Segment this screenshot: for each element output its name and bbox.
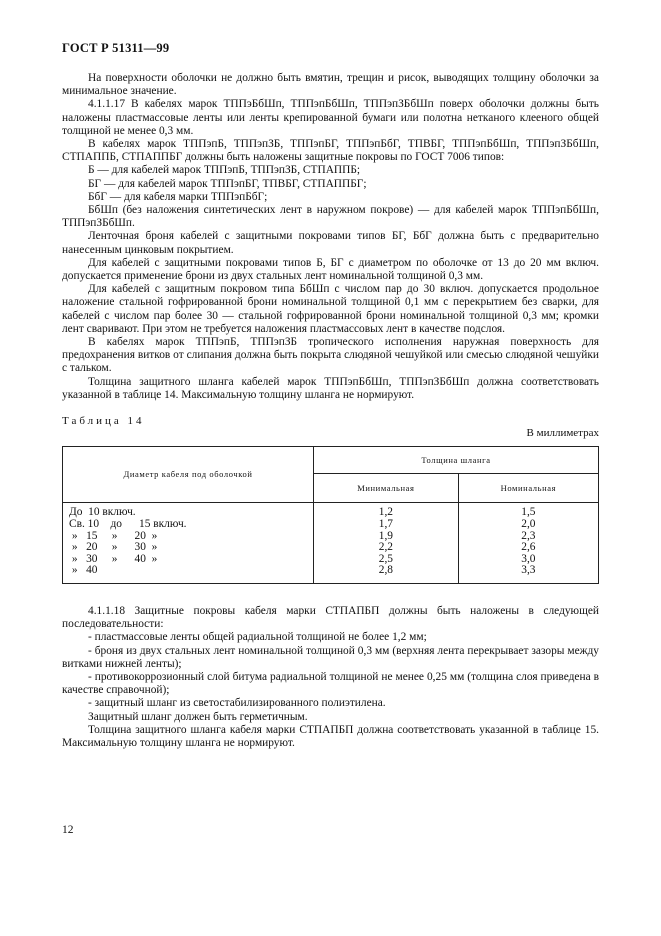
min-value: 2,5 xyxy=(378,552,393,565)
paragraph: В кабелях марок ТППэпБ, ТППэпЗБ тропического исполнения наружная поверхность для предохранения витков от слипания должна быть покрыта слюдяной чешуйкой или смесью слюдяной чешуйки с тальком. xyxy=(62,336,599,375)
list-item: - броня из двух стальных лент номинальной толщиной 0,3 мм (верхняя лента перекрывает зазоры между витками нижней ленты); xyxy=(62,644,599,670)
nom-value: 2,3 xyxy=(521,529,536,542)
list-item: БГ — для кабелей марок ТППэпБГ, ТПВБГ, СТПАППБГ; xyxy=(88,177,367,190)
list-item: - защитный шланг из светостабилизированного полиэтилена. xyxy=(88,697,386,710)
nom-value: 3,0 xyxy=(521,552,536,565)
column-header-diameter: Диаметр кабеля под оболочкой xyxy=(63,447,314,503)
table-units: В миллиметрах xyxy=(526,427,599,440)
min-value: 1,9 xyxy=(378,529,393,542)
list-item: - пластмассовые ленты общей радиальной толщиной не более 1,2 мм; xyxy=(88,631,427,644)
diameter-value: До 10 включ. xyxy=(69,506,136,519)
min-value: 2,2 xyxy=(378,541,393,554)
list-item: БбГ — для кабеля марки ТППэпБбГ; xyxy=(88,190,268,203)
table-14 xyxy=(62,446,599,584)
min-value: 1,2 xyxy=(378,506,393,519)
paragraph: Толщина защитного шланга кабеля марки СТПАПБП должна соответствовать указанной в таблице 15. Максимальную толщину шланга не нормируют. xyxy=(62,723,599,750)
min-value: 1,7 xyxy=(378,518,393,531)
page-number: 12 xyxy=(62,824,74,836)
list-item: - противокоррозионный слой битума радиальной толщиной не менее 0,25 мм (толщина слоя приведена в качестве справочной); xyxy=(62,671,599,697)
nom-value: 1,5 xyxy=(521,506,536,519)
paragraph: Для кабелей с защитными покровами типов Б, БГ с диаметром по оболочке от 13 до 20 мм включ. допускается применение брони из двух стальных лент номинальной толщиной 0,3 мм. xyxy=(62,256,599,283)
paragraph: Для кабелей с защитным покровом типа БбШп с числом пар до 30 включ. допускается продольное наложение стальной гофрированной брони номинальной толщиной 0,1 мм с перекрытием без сварки, для кабелей с числом пар более 30 — стальной гофрированной брони номинальной толщиной 0,3 мм; кромки лент сваривают. При этом не требуется наложения пластмассовых лент в качестве подслоя. xyxy=(62,283,599,335)
paragraph: Ленточная броня кабелей с защитными покровами типов БГ, БбГ должна быть с предварительно нанесенным цинковым покрытием. xyxy=(62,230,599,256)
paragraph: Защитный шланг должен быть герметичным. xyxy=(88,710,308,723)
diameter-value: » 15 » 20 » xyxy=(69,529,158,542)
column-header-nom: Номинальная xyxy=(458,474,598,503)
table-caption: Таблица 14 xyxy=(62,415,145,428)
nom-value: 2,0 xyxy=(521,518,536,531)
list-item: Б — для кабелей марок ТППэпБ, ТППэпЗБ, СТПАППБ; xyxy=(88,164,361,177)
list-item: БбШп (без наложения синтетических лент в наружном покрове) — для кабелей марок ТППэпБбШп, ТППэпЗБбШп. xyxy=(62,204,599,230)
diameter-value: Св. 10 до 15 включ. xyxy=(69,518,187,531)
diameter-cell xyxy=(63,503,314,584)
nom-value: 2,6 xyxy=(521,541,536,554)
paragraph: Толщина защитного шланга кабелей марок ТППэпБбШп, ТППэпЗБбШп должна соответствовать указанной в таблице 14. Максимальную толщину шланга не нормируют. xyxy=(62,375,599,401)
diameter-value: » 30 » 40 » xyxy=(69,552,158,565)
paragraph: На поверхности оболочки не должно быть вмятин, трещин и рисок, выводящих толщину оболочки за минимальное значение. xyxy=(62,72,599,98)
page-content xyxy=(62,72,599,750)
diameter-value: » 40 xyxy=(69,564,98,577)
table-row xyxy=(63,503,599,584)
paragraph: 4.1.1.17 В кабелях марок ТППэБбШп, ТППэпБбШп, ТППэпЗБбШп поверх оболочки должны быть наложены пластмассовые ленты или ленты крепированной бумаги или полотна нетканого клееного общей толщиной не менее 0,3 мм. xyxy=(62,98,599,137)
nom-value: 3,3 xyxy=(521,564,536,577)
column-header-min: Минимальная xyxy=(314,474,459,503)
document-header: ГОСТ Р 51311—99 xyxy=(62,41,170,55)
min-cell xyxy=(314,503,459,584)
diameter-value: » 20 » 30 » xyxy=(69,541,158,554)
min-value: 2,8 xyxy=(378,564,393,577)
paragraph: В кабелях марок ТППэпБ, ТППэпЗБ, ТППэпБГ, ТППэпБбГ, ТПВБГ, ТППэпБбШп, ТППэпЗБбШп, СТПАППБ, СТПАППБГ должны быть наложены защитные покровы по ГОСТ 7006 типов: xyxy=(62,138,599,164)
paragraph: 4.1.1.18 Защитные покровы кабеля марки СТПАПБП должны быть наложены в следующей последовательности: xyxy=(62,605,599,631)
nom-cell xyxy=(458,503,598,584)
column-header-thickness: Толщина шланга xyxy=(314,447,599,474)
